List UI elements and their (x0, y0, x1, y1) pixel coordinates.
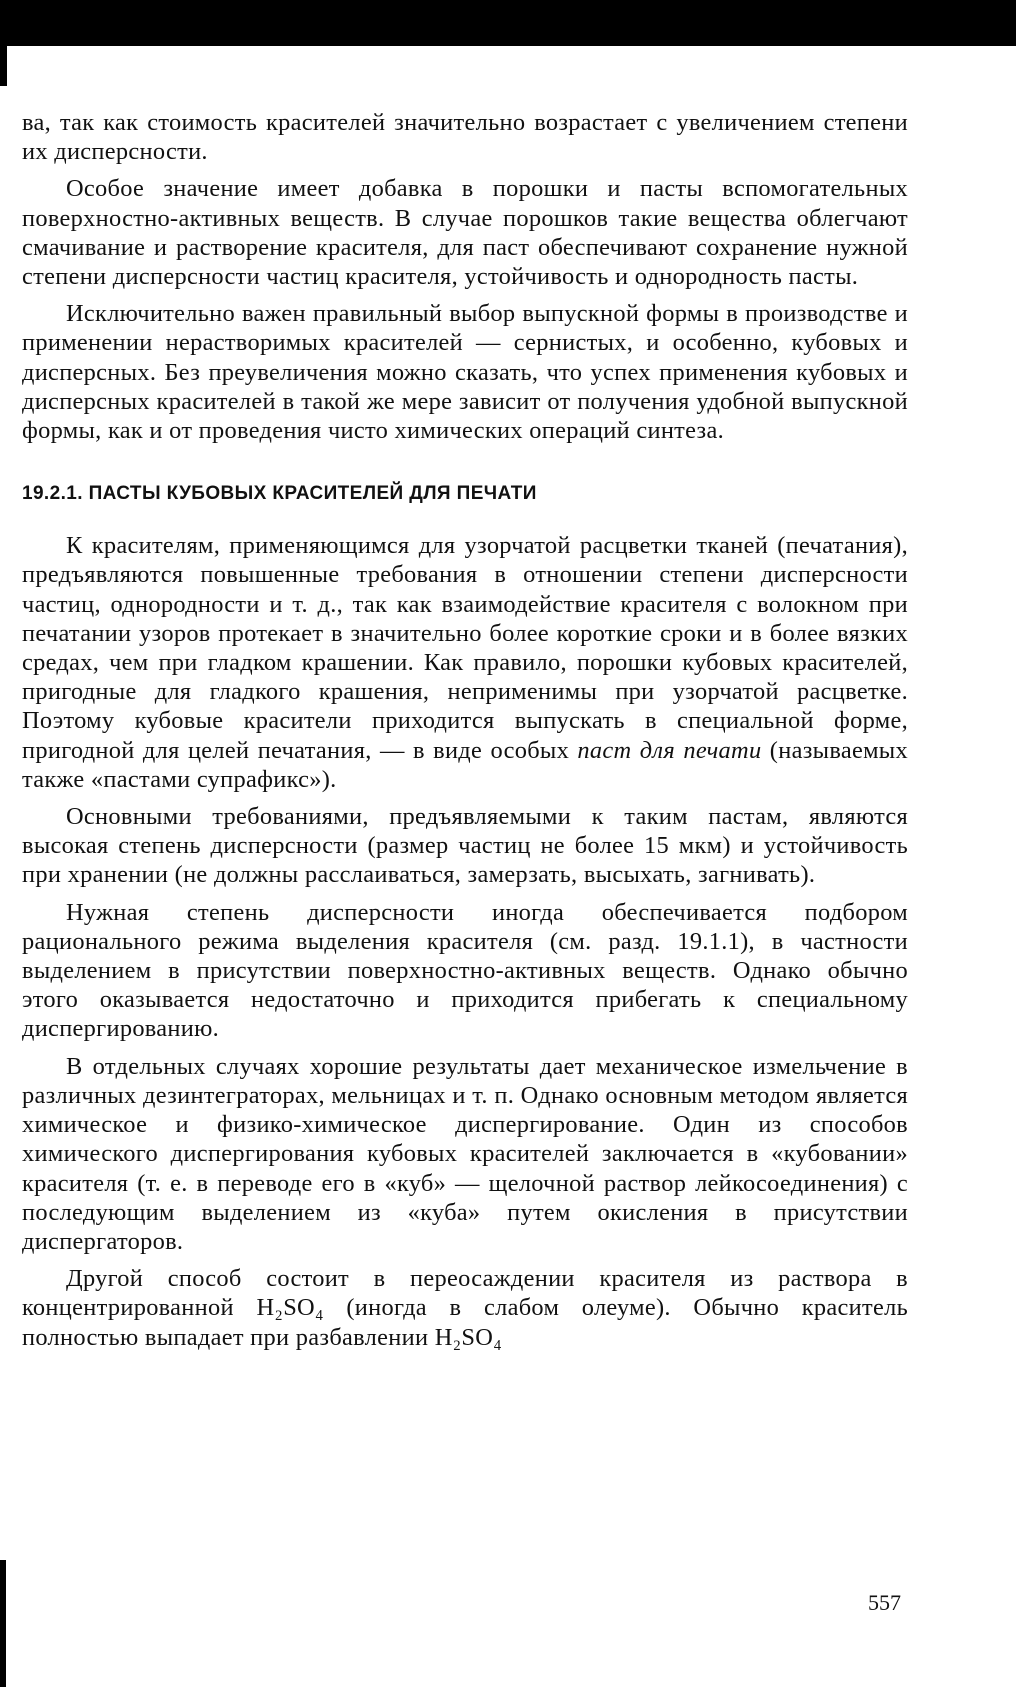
paragraph-continued: ва, так как стоимость красителей значительно возрастает с увеличением степени их дисперсности. (22, 109, 908, 166)
paragraph-release-form: Исключительно важен правильный выбор выпускной формы в производстве и применении нерастворимых красителей — сернистых, и особенно, кубовых и дисперсных. Без преувеличения можно сказать, что успех применения кубовых и дисперсных красителей в такой же мере зависит от получения удобной выпускной формы, как и от проведения чисто химических операций синтеза. (22, 300, 908, 445)
paragraph-text: (называемых также «пастами супрафикс»). (22, 736, 908, 793)
paragraph-paste-requirements: Основными требованиями, предъявляемыми к таким пастам, являются высокая степень дисперсности (размер частиц не более 15 мкм) и устойчивость при хранении (не должны расслаиваться, замерзать, высыхать, загнивать). (22, 803, 908, 889)
paragraph-reprecipitation: Другой способ состоит в переосаждении красителя из раствора в концентрированной H₂SO₄ (иногда в слабом олеуме). Обычно краситель полностью выпадает при разбавлении H₂SO₄ (22, 1265, 908, 1351)
paragraph-surfactants: Особое значение имеет добавка в порошки и пасты вспомогательных поверхностно-активных веществ. В случае порошков такие вещества облегчают смачивание и растворение красителя, для паст обеспечивают сохранение нужной степени дисперсности частиц красителя, устойчивость и однородность пасты. (22, 175, 908, 291)
scan-top-edge (0, 0, 1016, 46)
page-body (22, 108, 908, 1360)
paragraph-print-requirements (22, 531, 908, 794)
scan-left-edge-mark (0, 46, 7, 86)
page-number: 557 (868, 1590, 901, 1615)
paragraph-text: К красителям, применяющимся для узорчатой расцветки тканей (печатания), предъявляются повышенные требования в отношении степени дисперсности частиц, однородности и т. д., так как взаимодействие красителя с волокном при печатании узоров протекает в значительно более короткие сроки и в более вязких средах, чем при гладком крашении. Как правило, порошки кубовых красителей, пригодные для гладкого крашения, неприменимы при узорчатой расцветке. Поэтому кубовые красители приходится выпускать в специальной форме, пригодной для целей печатания, — в виде особых (22, 532, 908, 764)
scan-left-edge-bottom (0, 1560, 6, 1687)
paragraph-methods: В отдельных случаях хорошие результаты дает механическое измельчение в различных дезинтеграторах, мельницах и т. п. Однако основным методом является химическое и физико-химическое диспергирование. Один из способов химического диспергирования кубовых красителей заключается в «кубовании» красителя (т. е. в переводе его в «куб» — щелочной раствор лейкосоединения) с последующим выделением из «куба» путем окисления в присутствии диспергаторов. (22, 1052, 908, 1255)
italic-term: паст для печати (577, 736, 762, 764)
section-heading: 19.2.1. ПАСТЫ КУБОВЫХ КРАСИТЕЛЕЙ ДЛЯ ПЕЧАТИ (22, 483, 537, 505)
paragraph-dispersion: Нужная степень дисперсности иногда обеспечивается подбором рационального режима выделения красителя (см. разд. 19.1.1), в частности выделением в присутствии поверхностно-активных веществ. Однако обычно этого оказывается недостаточно и приходится прибегать к специальному диспергированию. (22, 898, 908, 1043)
